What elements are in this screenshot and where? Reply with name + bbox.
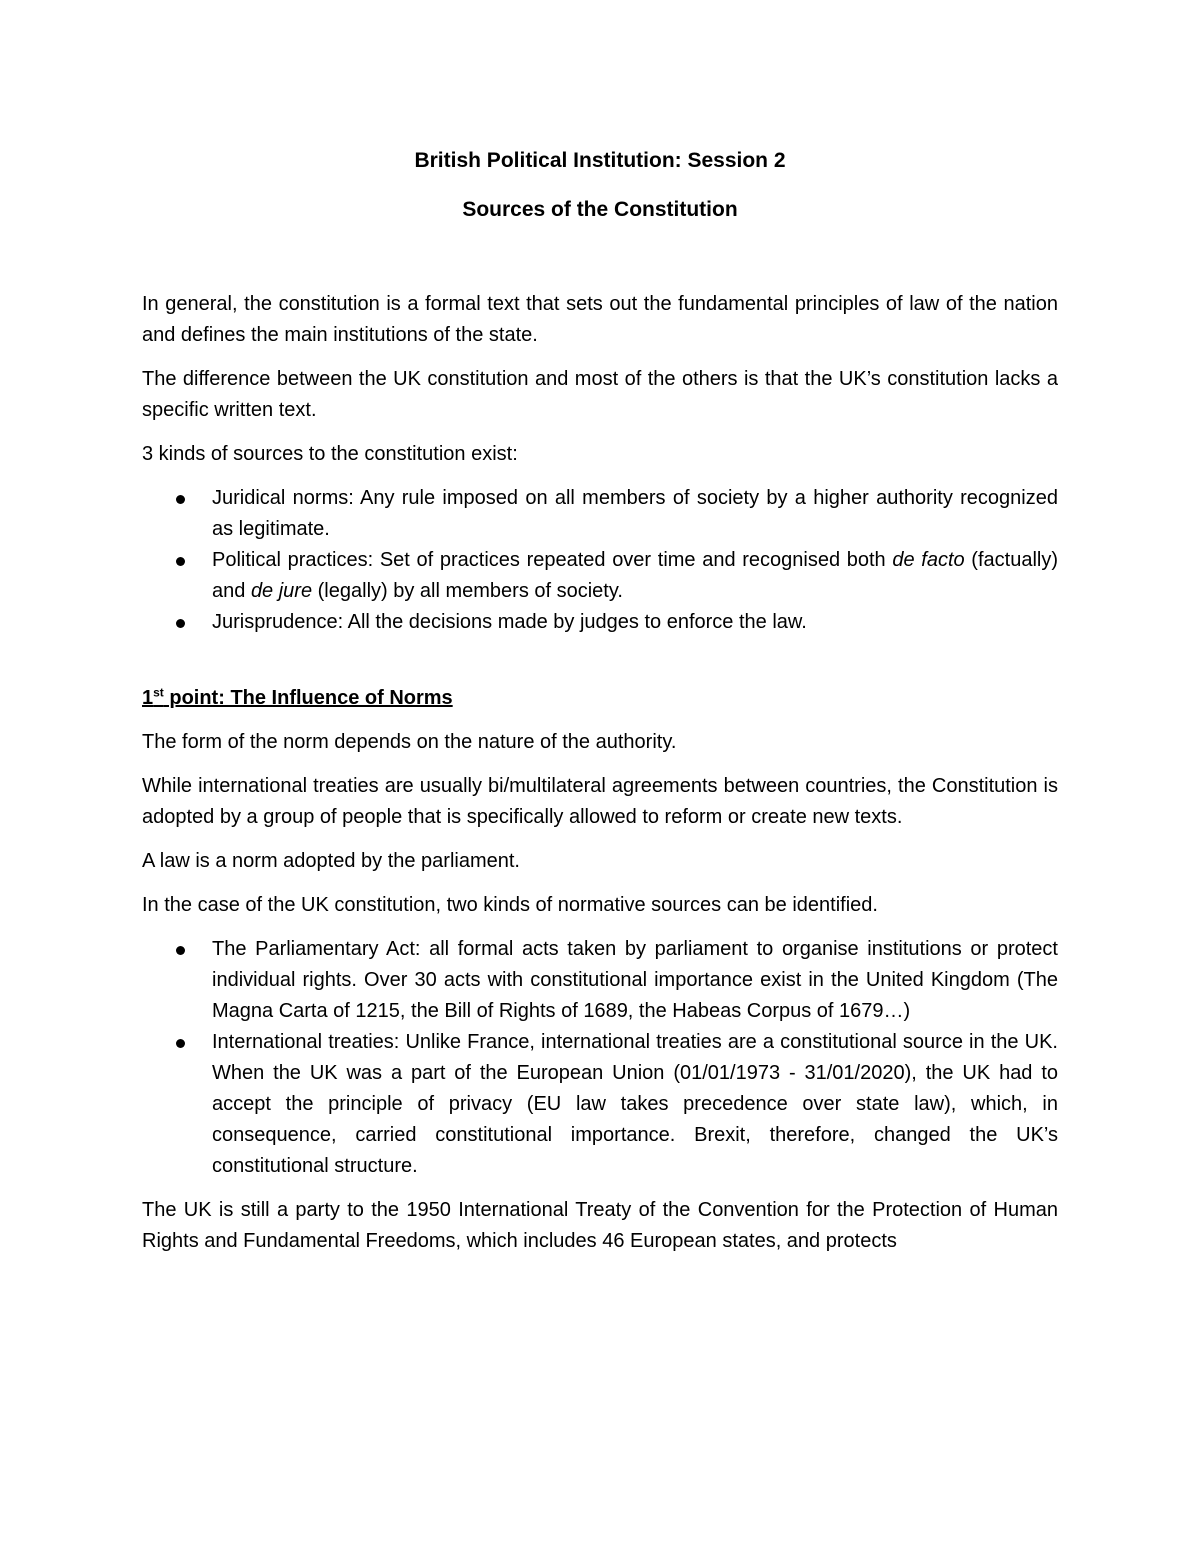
- list-item: [142, 607, 1058, 638]
- list-item-text: Jurisprudence: All the decisions made by judges to enforce the law.: [212, 611, 807, 633]
- intro-paragraph: 3 kinds of sources to the constitution exist:: [142, 443, 518, 465]
- list-item-text: The Parliamentary Act: all formal acts taken by parliament to organise institutions or protect individual rights. Over 30 acts with constitutional importance exist in the United Kingdom (The Magna Carta of 1215, the Bill of Rights of 1689, the Habeas Corpus of 1679…): [212, 938, 1058, 1022]
- bullet-icon: [176, 557, 185, 566]
- section-paragraph: The form of the norm depends on the nature of the authority.: [142, 731, 677, 753]
- section-heading: 1st point: The Influence of Norms: [142, 685, 453, 709]
- bullet-icon: [176, 619, 185, 628]
- italic-term: de facto: [892, 549, 965, 571]
- sources-list: [142, 483, 1058, 638]
- bullet-icon: [176, 1039, 185, 1048]
- bullet-icon: [176, 946, 185, 955]
- list-item-text: Political practices: Set of practices repeated over time and recognised both de facto (factually) and de jure (legally) by all members of society.: [212, 549, 1058, 602]
- list-item-text: International treaties: Unlike France, international treaties are a constitutional source in the UK. When the UK was a part of the European Union (01/01/1973 - 31/01/2020), the UK had to accept the principle of privacy (EU law takes precedence over state law), which, in consequence, carried constitutional importance. Brexit, therefore, changed the UK’s constitutional structure.: [212, 1031, 1058, 1177]
- list-item-text: Juridical norms: Any rule imposed on all members of society by a higher authority recognized as legitimate.: [212, 487, 1058, 540]
- document-title: British Political Institution: Session 2: [414, 149, 786, 172]
- intro-paragraph: In general, the constitution is a formal text that sets out the fundamental principles of law of the nation and defines the main institutions of the state.: [142, 293, 1058, 346]
- list-item: [142, 483, 1058, 545]
- list-item: [142, 1027, 1058, 1182]
- bullet-icon: [176, 495, 185, 504]
- italic-term: de jure: [250, 580, 313, 602]
- intro-paragraph: The difference between the UK constitution and most of the others is that the UK’s constitution lacks a specific written text.: [142, 368, 1058, 421]
- document-body: [142, 289, 1058, 1270]
- document-subtitle: Sources of the Constitution: [462, 198, 738, 221]
- section-paragraph: In the case of the UK constitution, two kinds of normative sources can be identified.: [142, 894, 878, 916]
- normative-sources-list: [142, 934, 1058, 1182]
- section-paragraph: The UK is still a party to the 1950 International Treaty of the Convention for the Protection of Human Rights and Fundamental Freedoms, which includes 46 European states, and protects: [142, 1199, 1058, 1252]
- section-paragraph: A law is a norm adopted by the parliament.: [142, 850, 520, 872]
- section-paragraph: While international treaties are usually bi/multilateral agreements between countries, the Constitution is adopted by a group of people that is specifically allowed to reform or create new texts.: [142, 775, 1058, 828]
- list-item: [142, 934, 1058, 1027]
- list-item: [142, 545, 1058, 607]
